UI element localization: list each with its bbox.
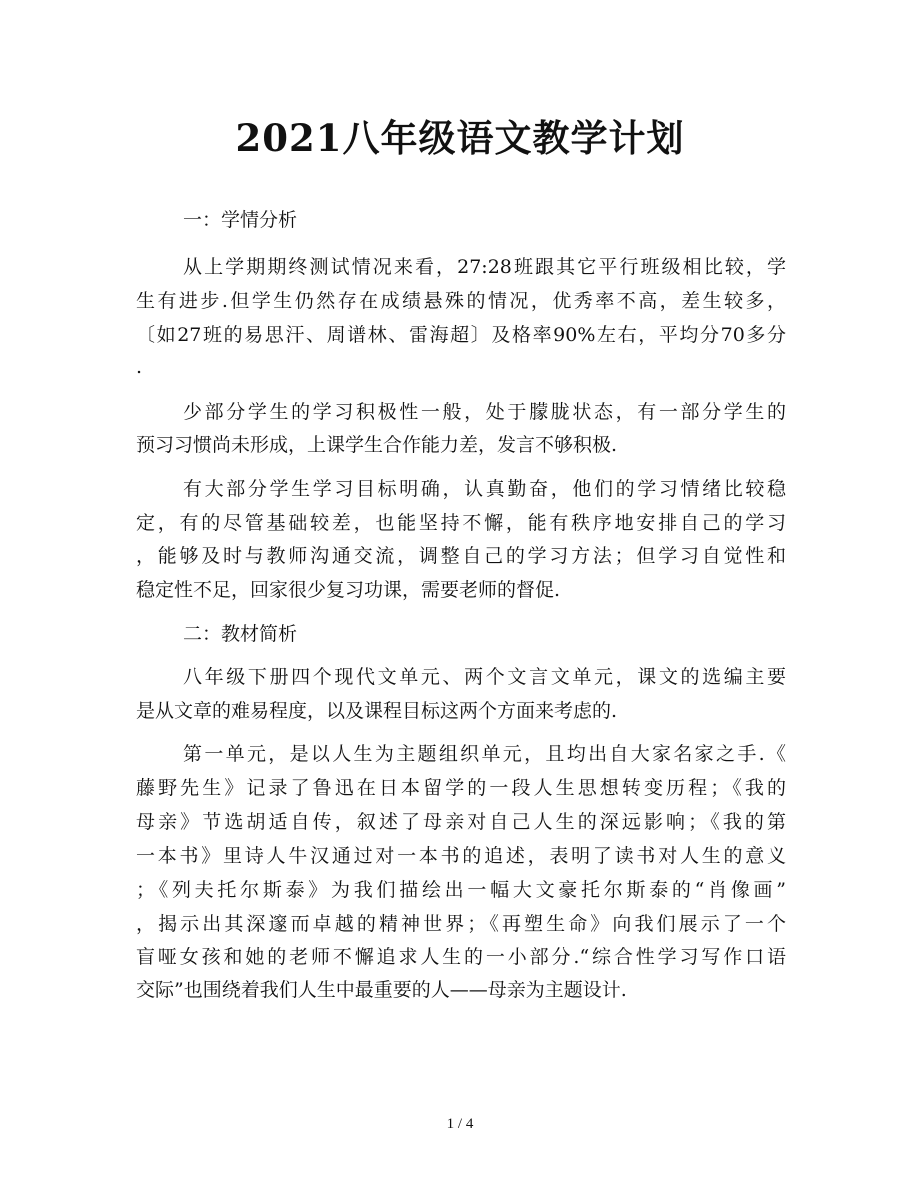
- text-line: ，揭示出其深邃而卓越的精神世界；《再塑生命》向我们展示了一个: [136, 913, 786, 935]
- page-number: 1 / 4: [446, 1116, 474, 1132]
- text-line: 藤野先生》记录了鲁迅在日本留学的一段人生思想转变历程；《我的: [136, 777, 786, 799]
- text-line: 是从文章的难易程度，以及课程目标这两个方面来考虑的.: [136, 700, 618, 722]
- text-line: 预习习惯尚未形成，上课学生合作能力差，发言不够积极.: [136, 434, 618, 456]
- section-heading: 一：学情分析: [183, 209, 298, 231]
- text-line: 交际”也围绕着我们人生中最重要的人——母亲为主题设计.: [136, 979, 627, 1001]
- text-line: .: [136, 356, 143, 378]
- text-line: 第一单元，是以人生为主题组织单元，且均出自大家名家之手.《: [183, 743, 786, 765]
- text-line: 定，有的尽管基础较差，也能坚持不懈，能有秩序地安排自己的学习: [136, 512, 786, 534]
- text-line: ；《列夫托尔斯泰》为我们描绘出一幅大文豪托尔斯泰的“肖像画”: [136, 879, 786, 901]
- text-line: 生有进步.但学生仍然存在成绩悬殊的情况，优秀率不高，差生较多，: [136, 290, 786, 312]
- text-line: 盲哑女孩和她的老师不懈追求人生的一小部分.“综合性学习写作口语: [136, 946, 786, 968]
- text-line: 少部分学生的学习积极性一般，处于朦胧状态，有一部分学生的: [183, 401, 786, 423]
- text-line: 一本书》里诗人牛汉通过对一本书的追述，表明了读书对人生的意义: [136, 845, 786, 867]
- document-title: 2021八年级语文教学计划: [235, 116, 685, 160]
- text-line: 有大部分学生学习目标明确，认真勤奋，他们的学习情绪比较稳: [183, 478, 786, 500]
- text-line: 八年级下册四个现代文单元、两个文言文单元，课文的选编主要: [183, 666, 786, 688]
- text-line: 稳定性不足，回家很少复习功课，需要老师的督促.: [136, 579, 561, 601]
- text-line: 〔如27班的易思汗、周谱林、雷海超〕及格率90%左右，平均分70多分: [136, 324, 786, 346]
- text-line: 从上学期期终测试情况来看，27:28班跟其它平行班级相比较，学: [183, 256, 786, 278]
- text-line: ，能够及时与教师沟通交流，调整自己的学习方法；但学习自觉性和: [136, 545, 786, 567]
- section-heading: 二：教材简析: [183, 623, 298, 645]
- text-line: 母亲》节选胡适自传，叙述了母亲对自己人生的深远影响；《我的第: [136, 811, 786, 833]
